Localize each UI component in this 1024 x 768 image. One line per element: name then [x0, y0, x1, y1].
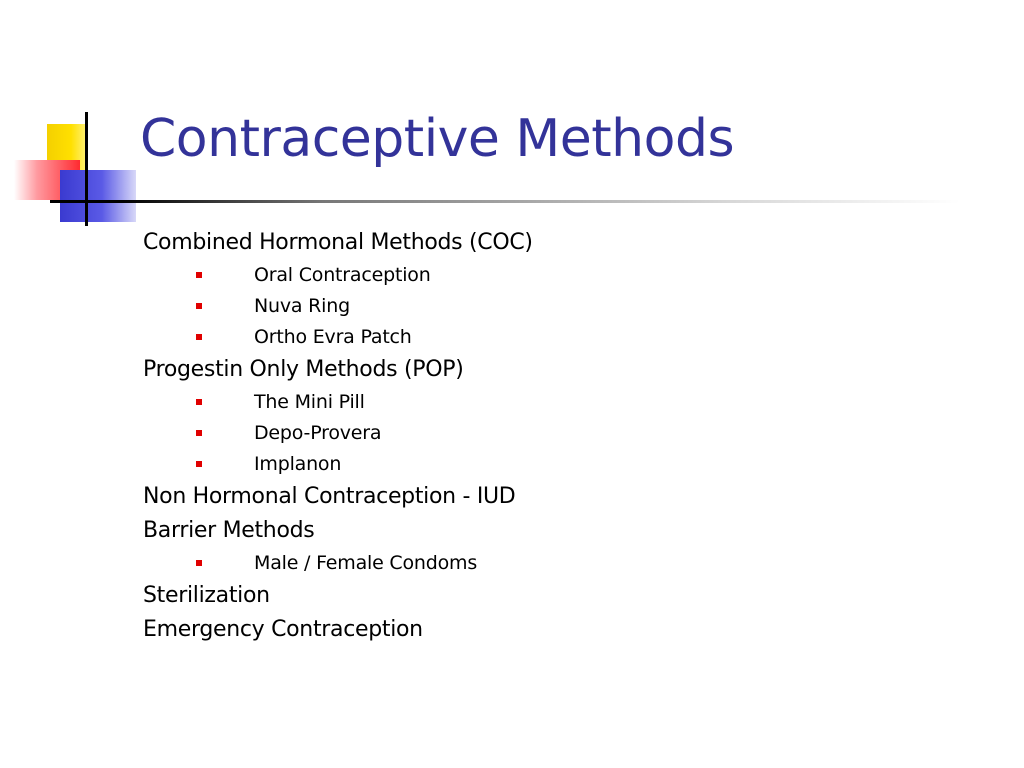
list-item: Sterilization: [143, 583, 270, 608]
sub-list-item: [143, 260, 1003, 291]
list-item: Emergency Contraception: [143, 617, 423, 642]
sub-list-item: [143, 548, 1003, 579]
sub-list-item-label: Oral Contraception: [254, 264, 431, 286]
bullet-square-icon: [196, 399, 202, 405]
sub-list-item-label: Nuva Ring: [254, 295, 350, 317]
sub-list-item-label: Implanon: [254, 453, 342, 475]
title-underline: [50, 200, 960, 203]
corner-logo-icon: [0, 0, 140, 240]
bullet-list: [143, 226, 1003, 647]
vertical-rule: [85, 112, 88, 226]
sub-list-item-label: Male / Female Condoms: [254, 552, 478, 574]
sub-list-item: [143, 291, 1003, 322]
sub-list-item: [143, 449, 1003, 480]
list-item: Combined Hormonal Methods (COC): [143, 230, 533, 255]
sub-list-item-label: The Mini Pill: [254, 391, 365, 413]
bullet-square-icon: [196, 430, 202, 436]
bullet-square-icon: [196, 461, 202, 467]
sub-list-item-label: Depo-Provera: [254, 422, 382, 444]
bullet-square-icon: [196, 303, 202, 309]
list-item: Progestin Only Methods (POP): [143, 357, 464, 382]
bullet-square-icon: [196, 334, 202, 340]
bullet-square-icon: [196, 560, 202, 566]
list-item: Non Hormonal Contraception - IUD: [143, 484, 516, 509]
sub-list-item-label: Ortho Evra Patch: [254, 326, 412, 348]
sub-list-item: [143, 418, 1003, 449]
slide-title: Contraceptive Methods: [140, 109, 735, 169]
sub-list-item: [143, 322, 1003, 353]
blue-square-icon: [60, 170, 136, 222]
sub-list-item: [143, 387, 1003, 418]
bullet-square-icon: [196, 272, 202, 278]
list-item: Barrier Methods: [143, 518, 315, 543]
